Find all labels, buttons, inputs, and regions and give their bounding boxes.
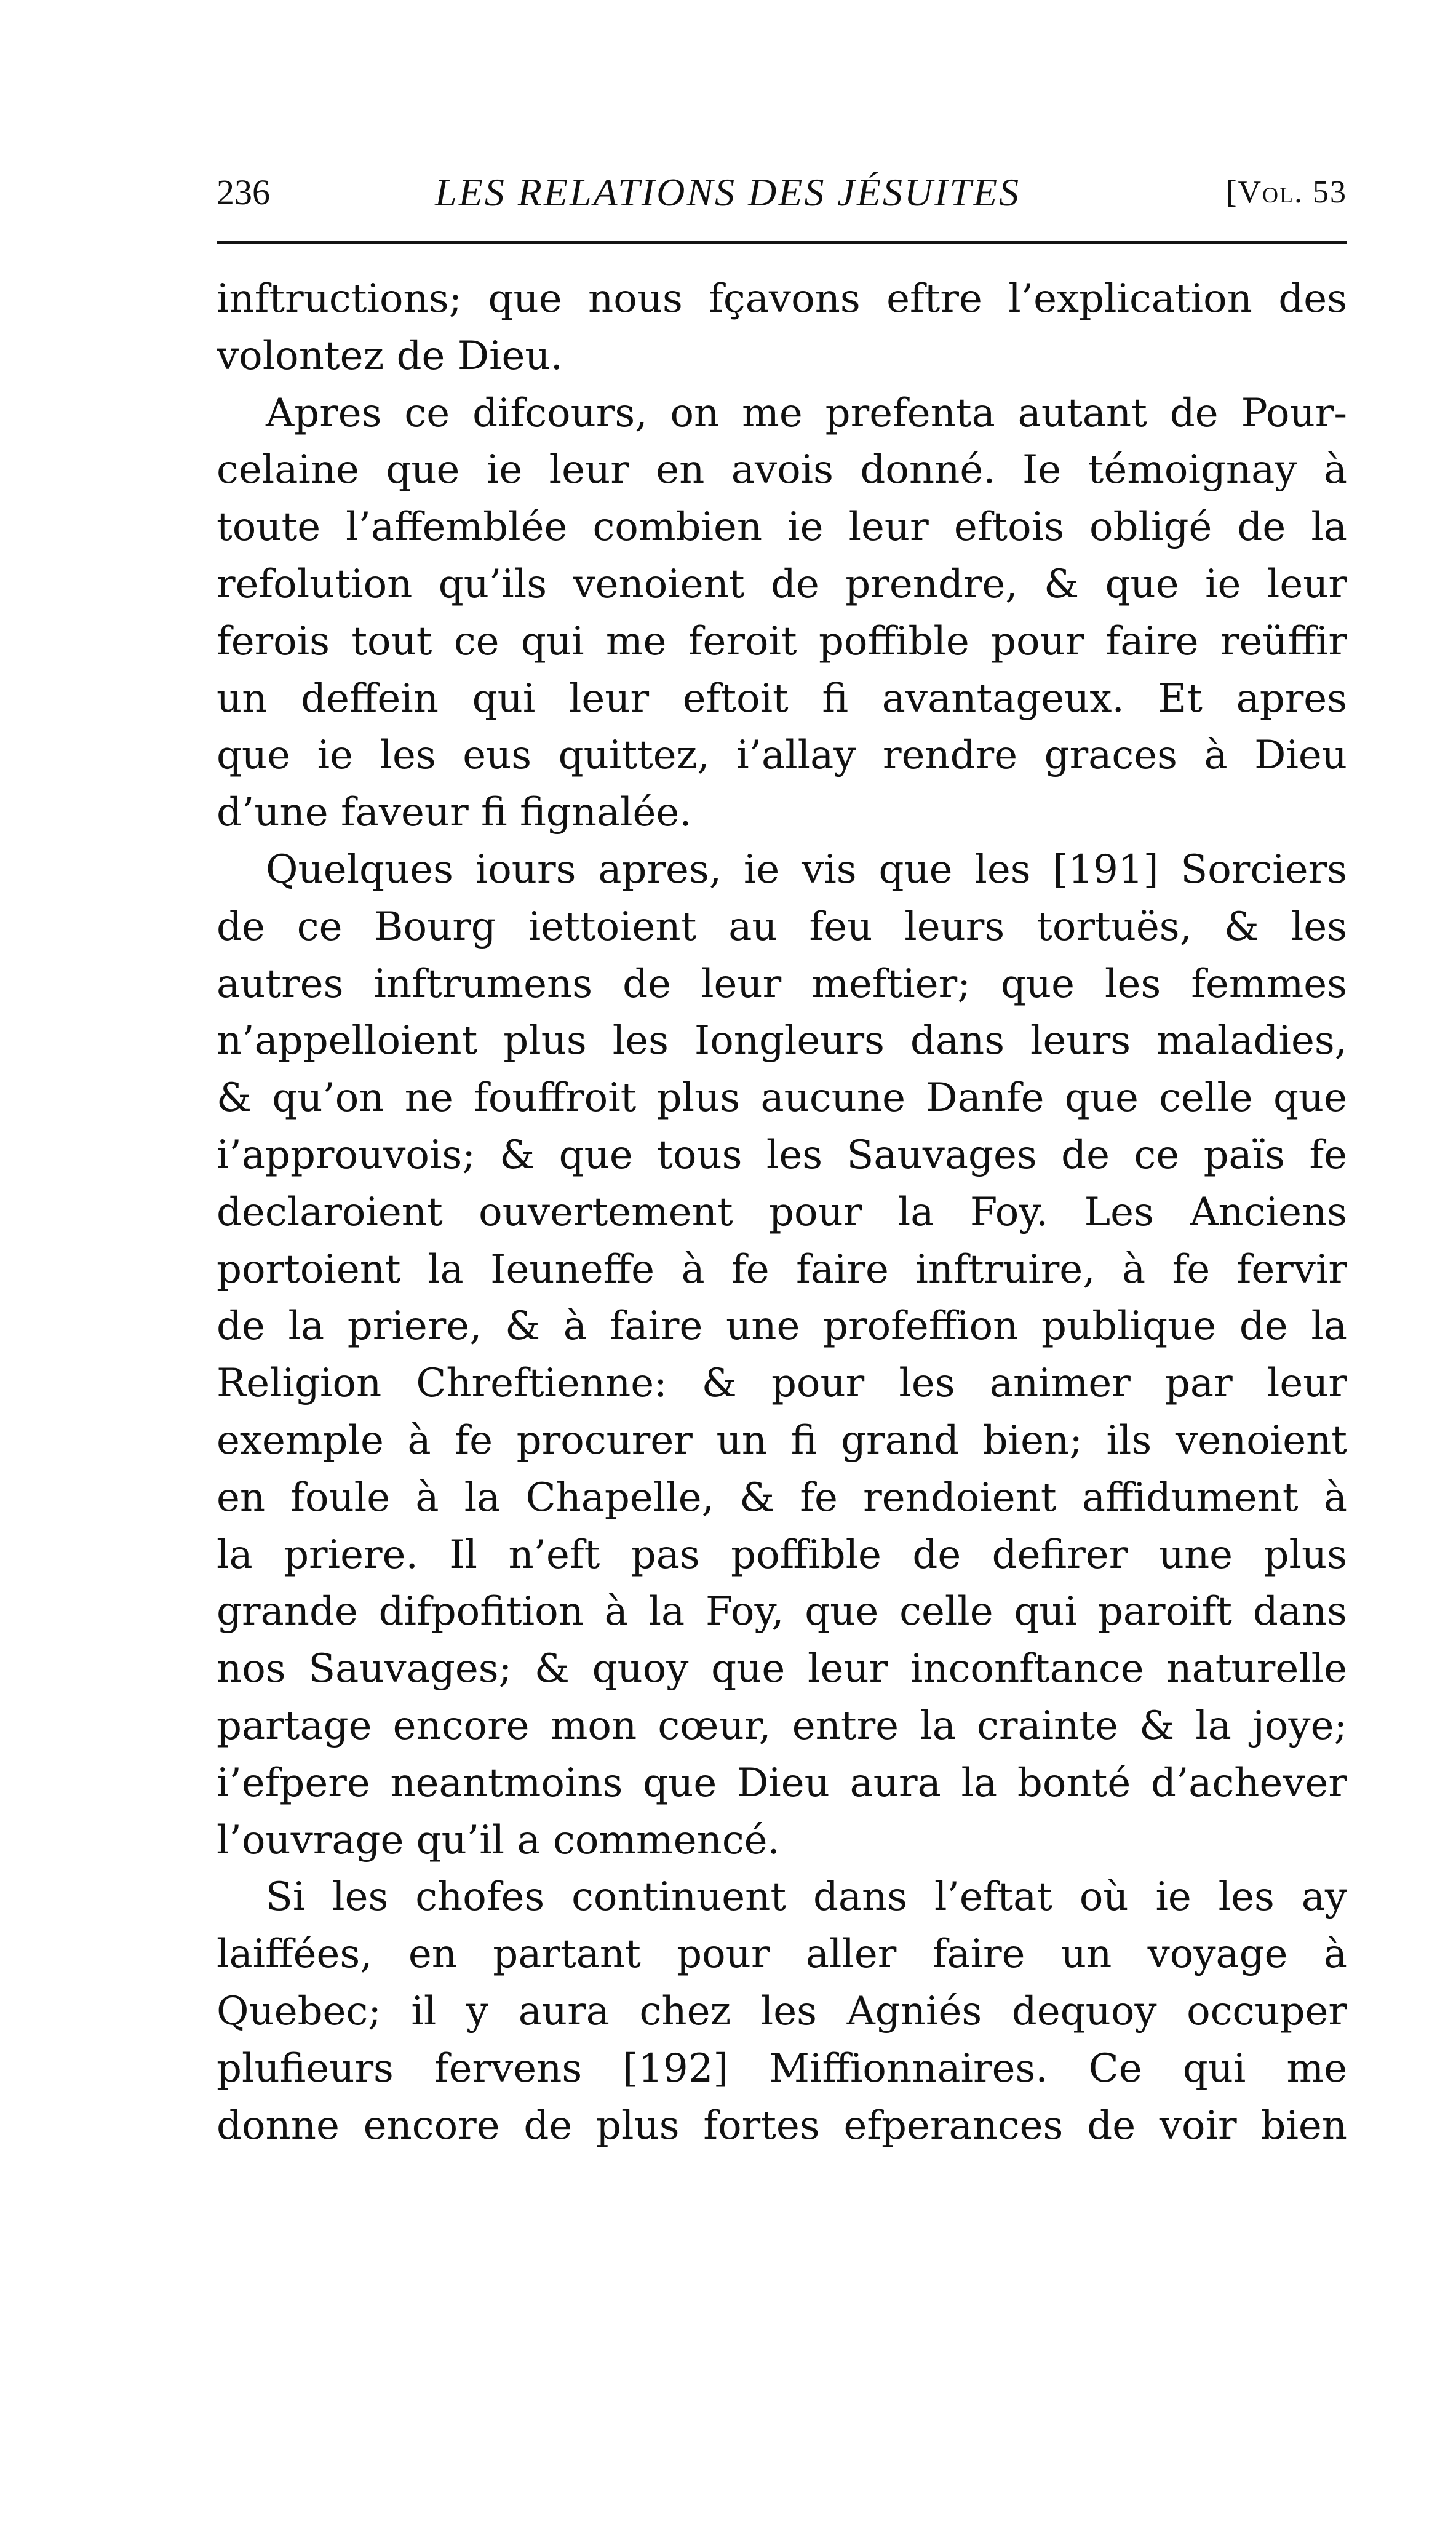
running-title: LES RELATIONS DES JÉSUITES [435, 170, 1021, 214]
text-line: celaine que ie leur en avois donné. Ie témoignay à [217, 447, 1347, 493]
text-line: de la priere, & à faire une profeffion publique de la [217, 1303, 1347, 1350]
text-line: donne encore de plus fortes efperances de voir bien [217, 2102, 1347, 2149]
text-line: volontez de Dieu. [217, 333, 563, 379]
page-header [217, 165, 1347, 220]
text-line: Quebec; il y aura chez les Agniés dequoy occuper [217, 1988, 1347, 2034]
text-line: partage encore mon cœur, entre la crainte & la joye; [217, 1703, 1347, 1749]
text-line: ferois tout ce qui me feroit poffible pour faire reüffir [217, 618, 1347, 664]
page-number: 236 [217, 172, 270, 212]
text-line: laiffées, en partant pour aller faire un voyage à [217, 1931, 1347, 1978]
text-line: n’appelloient plus les Iongleurs dans leurs maladies, [217, 1018, 1347, 1064]
text-line: d’une faveur fi fignalée. [217, 790, 692, 836]
text-line: l’ouvrage qu’il a commencé. [217, 1817, 780, 1863]
text-line: Si les chofes continuent dans l’eftat où ie les ay [266, 1874, 1347, 1920]
text-line: autres inftrumens de leur meftier; que les femmes [217, 961, 1347, 1007]
text-line: i’approuvois; & que tous les Sauvages de ce païs fe [217, 1132, 1347, 1178]
text-line: que ie les eus quittez, i’allay rendre graces à Dieu [217, 733, 1347, 779]
text-line: & qu’on ne fouffroit plus aucune Danfe que celle que [217, 1075, 1347, 1121]
text-line: toute l’affemblée combien ie leur eftois obligé de la [217, 504, 1347, 551]
text-line: portoient la Ieuneffe à fe faire inftruire, à fe fervir [217, 1246, 1347, 1292]
text-line: en foule à la Chapelle, & fe rendoient affidument à [217, 1474, 1347, 1521]
text-line: grande difpofition à la Foy, que celle qui paroift dans [217, 1589, 1347, 1635]
text-line: i’efpere neantmoins que Dieu aura la bonté d’achever [217, 1760, 1347, 1806]
text-line: un deffein qui leur eftoit fi avantageux. Et apres [217, 675, 1347, 722]
text-line: la priere. Il n’eft pas poffible de defirer une plus [217, 1532, 1347, 1578]
text-line: inftructions; que nous fçavons eftre l’explication des [217, 276, 1347, 322]
text-line: declaroient ouvertement pour la Foy. Les Anciens [217, 1189, 1347, 1235]
text-line: Religion Chreftienne: & pour les animer par leur [217, 1361, 1347, 1407]
text-line: refolution qu’ils venoient de prendre, & que ie leur [217, 561, 1347, 607]
text-line: Quelques iours apres, ie vis que les [191] Sorciers [266, 846, 1347, 893]
text-line: Apres ce difcours, on me prefenta autant de Pour- [266, 390, 1347, 436]
header-rule [217, 241, 1347, 244]
text-line: exemple à fe procurer un fi grand bien; ils venoient [217, 1417, 1347, 1463]
body-text [217, 271, 1347, 2154]
text-line: de ce Bourg iettoient au feu leurs tortuës, & les [217, 904, 1347, 950]
text-line: nos Sauvages; & quoy que leur inconftance naturelle [217, 1646, 1347, 1692]
volume-label: [Vol. 53 [1226, 175, 1347, 210]
text-line: plufieurs fervens [192] Miffionnaires. Ce qui me [217, 2045, 1347, 2091]
